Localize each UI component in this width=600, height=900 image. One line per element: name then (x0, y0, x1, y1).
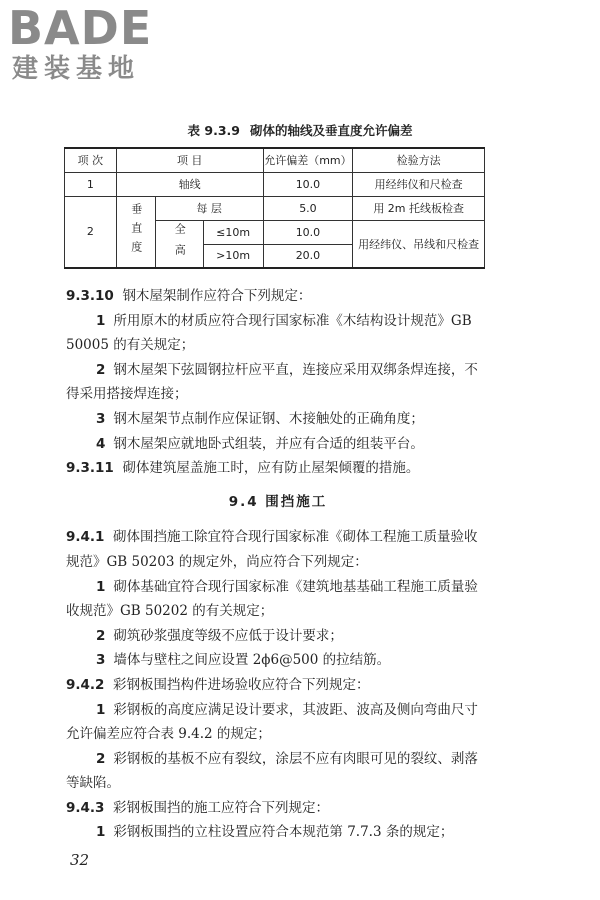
list-item (66, 575, 490, 624)
item-number: 1 (96, 701, 106, 718)
clause-number: 9.4.2 (66, 676, 105, 693)
item-text: 砌体基础宜符合现行国家标准《建筑地基基础工程施工质量验收规范》GB 50202 的有关规定； (66, 578, 478, 620)
row2-gt10: >10m (203, 244, 263, 268)
clause-number: 9.4.1 (66, 529, 105, 546)
row1-no: 1 (65, 172, 117, 196)
table-number: 表 9.3.9 (187, 123, 240, 138)
clause-text: 砌体建筑屋盖施工时，应有防止屋架倾覆的措施。 (122, 460, 420, 477)
clause-9-3-11 (66, 456, 490, 481)
logo-sub-text: 建装基地 (12, 54, 141, 84)
clause-text: 钢木屋架制作应符合下列规定： (122, 288, 312, 304)
clause-text: 砌体围挡施工除宜符合现行国家标准《砌体工程施工质量验收规范》GB 50203 的规定外，尚应符合下列规定： (66, 529, 478, 570)
list-item (66, 698, 490, 747)
clause-text: 彩钢板围挡构件进场验收应符合下列规定： (113, 676, 370, 693)
table-header-row (65, 148, 485, 172)
item-text: 墙体与壁柱之间应设置 2ϕ6@500 的拉结筋。 (113, 652, 391, 669)
clause-9-4-1 (66, 525, 490, 574)
item-text: 彩钢板的高度应满足设计要求，其波距、波高及侧向弯曲尺寸允许偏差应符合表 9.4.2 的规定； (66, 701, 478, 743)
row1-method: 用经纬仪和尺检查 (353, 172, 485, 196)
item-number: 3 (96, 652, 106, 669)
list-item (66, 309, 490, 358)
row2-each-method: 用 2m 托线板检查 (353, 196, 485, 220)
item-text: 钢木屋架下弦圆钢拉杆应平直，连接应采用双绑条焊连接，不得采用搭接焊连接； (66, 361, 478, 403)
header-no: 项 次 (65, 148, 117, 172)
item-number: 4 (96, 435, 106, 452)
body-text (66, 284, 490, 845)
table-caption (0, 121, 600, 139)
clause-number: 9.3.11 (66, 460, 114, 477)
clause-number: 9.4.3 (66, 799, 105, 816)
row2-le10-value: 10.0 (263, 220, 353, 244)
tolerance-table (64, 147, 485, 269)
clause-number: 9.3.10 (66, 288, 114, 304)
item-text: 所用原木的材质应符合现行国家标准《木结构设计规范》GB 50005 的有关规定； (66, 312, 472, 354)
item-text: 彩钢板的基板不应有裂纹，涂层不应有肉眼可见的裂纹、剥落等缺陷。 (66, 750, 478, 792)
list-item (66, 820, 490, 845)
item-number: 2 (96, 750, 106, 767)
page-number: 32 (70, 851, 90, 869)
list-item (66, 648, 490, 673)
row2-full-method: 用经纬仪、吊线和尺检查 (353, 220, 485, 268)
row2-full-height: 全高 (155, 220, 203, 268)
item-text: 彩钢板围挡的立柱设置应符合本规范第 7.7.3 条的规定； (113, 824, 454, 841)
list-item (66, 407, 490, 432)
row2-each-value: 5.0 (263, 196, 353, 220)
logo-brand-text: BADE (8, 1, 153, 55)
item-number: 2 (96, 627, 106, 644)
item-number: 2 (96, 361, 106, 378)
row2-each-floor: 每 层 (155, 196, 263, 220)
list-item (66, 747, 490, 796)
table-title: 砌体的轴线及垂直度允许偏差 (249, 123, 413, 138)
header-item: 项 目 (116, 148, 263, 172)
item-text: 砌筑砂浆强度等级不应低于设计要求； (113, 627, 343, 644)
item-text: 钢木屋架应就地卧式组装，并应有合适的组装平台。 (113, 435, 424, 452)
clause-9-4-2 (66, 673, 490, 698)
row2-item: 垂直度 (116, 196, 155, 268)
item-text: 钢木屋架节点制作应保证钢、木接触处的正确角度； (113, 410, 424, 427)
item-number: 3 (96, 410, 106, 427)
section-title: 9.4 围挡施工 (228, 493, 328, 510)
row1-item: 轴线 (116, 172, 263, 196)
clause-text: 彩钢板围挡的施工应符合下列规定： (113, 799, 330, 816)
header-tolerance: 允许偏差（mm） (263, 148, 353, 172)
item-number: 1 (96, 578, 106, 595)
list-item (66, 624, 490, 649)
row2-no: 2 (65, 196, 117, 268)
list-item (66, 432, 490, 457)
brand-logo (8, 2, 152, 84)
row2-gt10-value: 20.0 (263, 244, 353, 268)
table-row (65, 172, 485, 196)
header-method: 检验方法 (353, 148, 485, 172)
clause-9-4-3 (66, 796, 490, 821)
row2-le10: ≤10m (203, 220, 263, 244)
row1-value: 10.0 (263, 172, 353, 196)
item-number: 1 (96, 824, 106, 841)
table-row (65, 196, 485, 220)
clause-9-3-10 (66, 284, 490, 309)
list-item (66, 358, 490, 407)
item-number: 1 (96, 312, 106, 329)
